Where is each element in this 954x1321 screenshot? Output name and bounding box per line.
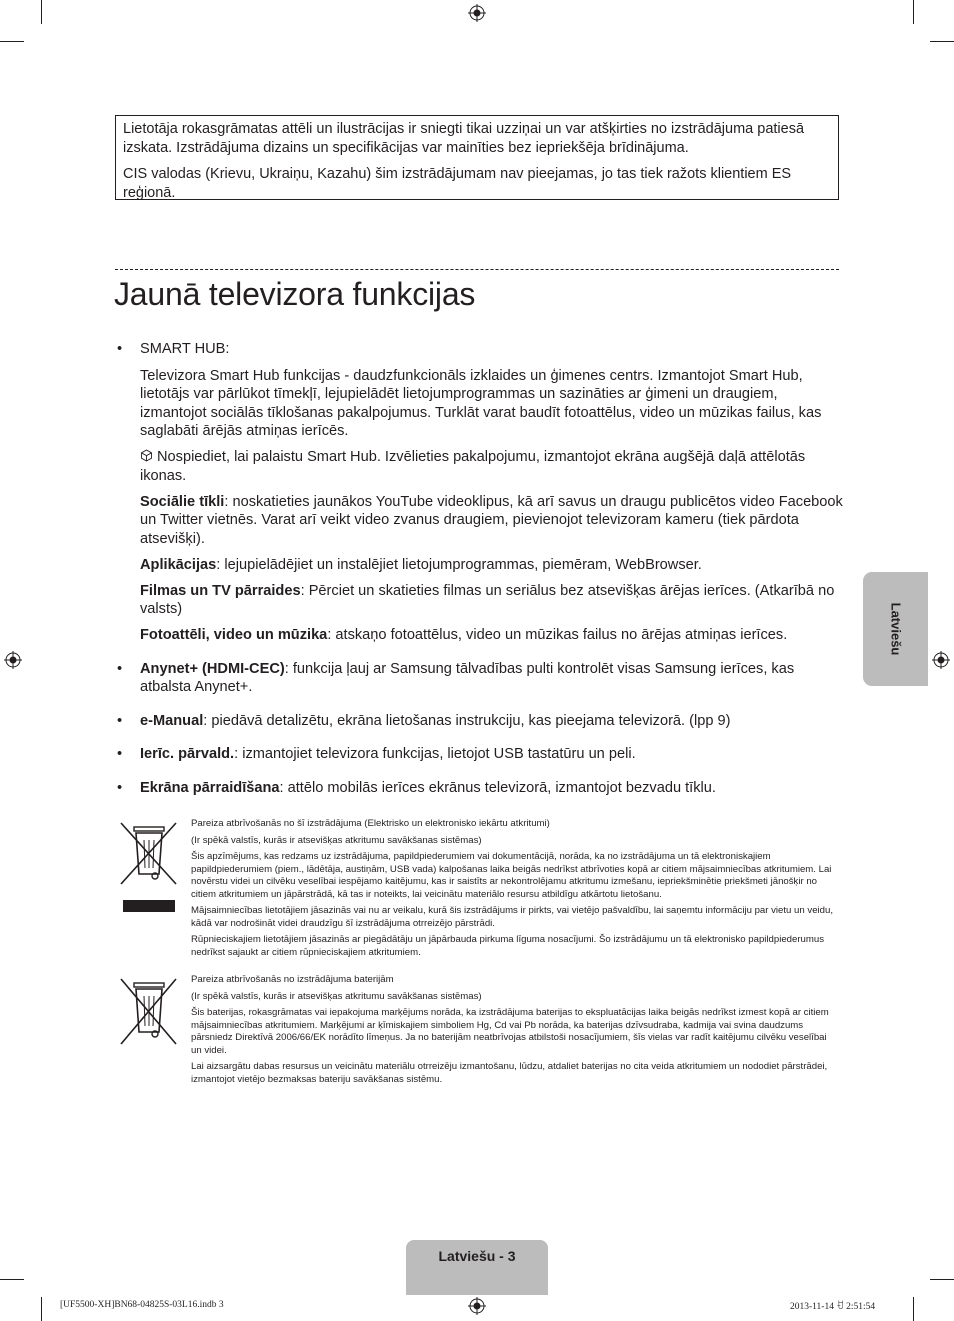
feature-label: e-Manual	[140, 712, 204, 729]
smart-hub-item	[140, 556, 844, 575]
disclaimer-paragraph-2: CIS valodas (Krievu, Ukraiņu, Kazahu) šim izstrādājumam nav pieejamas, jo tas tiek ražots klientiem ES reģionā.	[123, 166, 792, 201]
language-side-tab	[863, 572, 928, 686]
print-slug-file: [UF5500-XH]BN68-04825S-03L16.indb 3	[60, 1300, 224, 1310]
feature-label: SMART HUB	[140, 341, 226, 357]
crop-mark-bottom-right	[913, 1297, 914, 1321]
smart-hub-instruction	[140, 448, 844, 485]
disclaimer-box	[115, 115, 839, 200]
registration-mark-top-icon	[468, 4, 486, 22]
crop-mark-top-left	[41, 0, 42, 24]
smart-hub-instruction-text: Nospiediet, lai palaistu Smart Hub. Izvēlieties pakalpojumu, izmantojot ekrāna augšējā daļā attēlotās ikonas.	[140, 449, 806, 484]
item-label: Fotoattēli, video un mūzika	[140, 627, 328, 643]
weee-subtitle: (Ir spēkā valstīs, kurās ir atsevišķas atkritumu savākšanas sistēmas)	[191, 834, 482, 846]
weee-paragraph-1: Šis apzīmējums, kas redzams uz izstrādājuma, papildpiederumiem vai dokumentācijā, norāda, ka no izstrādājuma un tā elektroniskajiem papildpiederumiem (piem., lādētāja, austiņām, USB vada) kalpošanas laika beigās nedrīkst atbrīvoties kopā ar citiem mājsaimniecības atkritumiem. Lai novērstu videi un cilvēku veselībai iespējamo kaitējumu, kas ir saistīts ar nekontrolējamu atkritumu izmešanu, iepriekšminētie priekšmeti jānošķir no citiem atkritumiem un jāpārstrādā, kā tas ir noteikts, lai veicinātu materiālo resursu atbildīgu atkārtotu lietošanu.	[191, 851, 832, 900]
feature-label: Ekrāna pārraidīšana	[140, 779, 280, 796]
bullet: •	[117, 712, 123, 729]
feature-text: : izmantojiet televizora funkcijas, lietojot USB tastatūru un peli.	[234, 746, 636, 762]
feature-screen-mirroring	[114, 779, 844, 798]
crossed-battery-bin-icon	[118, 976, 180, 1048]
crop-mark-top-right-h	[930, 41, 954, 42]
feature-list	[114, 340, 844, 812]
crossed-wheelie-bin-icon	[118, 820, 180, 912]
battery-paragraph-2: Lai aizsargātu dabas resursus un veicinātu materiālu otrreizēju izmantošanu, lūdzu, atdaliet baterijas no cita veida atkritumiem un nododiet pārstrādei, izmantojot vietējo bezmaksas bateriju savākšanas sistēmu.	[191, 1061, 828, 1085]
battery-title: Pareiza atbrīvošanās no izstrādājuma baterijām	[191, 974, 394, 985]
language-side-tab-label: Latviešu	[888, 602, 903, 656]
battery-disposal-notice	[118, 974, 838, 1099]
weee-title: Pareiza atbrīvošanās no šī izstrādājuma (Elektrisko un elektronisko iekārtu atkritumi)	[191, 818, 550, 829]
smart-hub-item	[140, 582, 844, 619]
battery-paragraph-1: Šis baterijas, rokasgrāmatas vai iepakojuma marķējums norāda, ka izstrādājuma baterijas to ekspluatācijas laika beigās nedrīkst izmest kopā ar citiem mājsaimniecības atkritumiem. Marķējumi ar ķīmiskajiem simboliem Hg, Cd vai Pb norāda, ka baterijas dzīvsudraba, kadmija vai svina daudzums pārsniedz Direktīvā 2006/66/EK norādīto līmeņus. Ja no baterijām neatbrīvojas atbilstoši nosacījumiem, šīs vielas var radīt kaitējumu cilvēku veselībai un videi.	[191, 1007, 829, 1056]
crop-mark-bottom-right-h	[930, 1279, 954, 1280]
weee-paragraph-2: Mājsaimniecības lietotājiem jāsazinās vai nu ar veikalu, kurā šis izstrādājums ir pirkts, vai vietējo pašvaldību, lai saņemtu informāciju par vietu un veidu, kādā var nodrošināt videi draudzīgu šī izstrādājuma otrreizējo pārstrādi.	[191, 905, 833, 929]
registration-mark-left-icon	[4, 651, 22, 669]
feature-e-manual	[114, 712, 844, 731]
bullet: •	[117, 341, 123, 357]
item-label: Aplikācijas	[140, 556, 217, 573]
item-label: Sociālie tīkli	[140, 493, 225, 510]
feature-text: : funkcija ļauj ar Samsung tālvadības pulti kontrolēt visas Samsung ierīces, kas atbalsta Anynet+.	[140, 660, 795, 695]
bullet: •	[117, 779, 123, 796]
crop-mark-bottom-left	[41, 1297, 42, 1321]
feature-text: : piedāvā detalizētu, ekrāna lietošanas instrukciju, kas pieejama televizorā. (lpp 9)	[203, 712, 731, 729]
disclaimer-paragraph-1: Lietotāja rokasgrāmatas attēli un ilustrācijas ir sniegti tikai uzziņai un var atšķirties no izstrādājuma patiesā izskata. Izstrādājuma dizains un specifikācijas var mainīties bez iepriekšēja brīdinājuma.	[123, 121, 805, 156]
bullet: •	[117, 660, 123, 677]
smart-hub-item	[140, 493, 844, 549]
feature-smart-hub	[114, 340, 844, 645]
page-number-tab	[406, 1240, 548, 1295]
feature-label: Anynet+ (HDMI-CEC)	[140, 660, 285, 677]
crop-mark-top-right	[913, 0, 914, 24]
weee-disposal-notice	[118, 818, 838, 968]
page-title: Jaunā televizora funkcijas	[114, 276, 476, 312]
smart-hub-item	[140, 626, 844, 645]
weee-paragraph-3: Rūpnieciskajiem lietotājiem jāsazinās ar piegādātāju un jāpārbauda pirkuma līguma nosacījumi. Šo izstrādājumu un tā elektronisko papildpiederumus nedrīkst sajaukt ar citiem rūpnieciskajiem atkritumiem.	[191, 934, 825, 958]
feature-colon: :	[225, 341, 230, 357]
feature-device-manager	[114, 745, 844, 764]
registration-mark-right-icon	[932, 651, 950, 669]
section-divider	[115, 269, 839, 270]
feature-anynet	[114, 660, 844, 697]
print-slug-timestamp: 2013-11-14 ꀀ 2:51:54	[790, 1302, 876, 1312]
item-text: : Pērciet un skatieties filmas un seriālus bez atsevišķas ārējas ierīces. (Atkarībā no valsts)	[140, 582, 835, 617]
registration-mark-bottom-icon	[468, 1297, 486, 1315]
crop-mark-bottom-left-h	[0, 1279, 24, 1280]
smart-hub-button-icon	[140, 449, 153, 462]
battery-subtitle: (Ir spēkā valstīs, kurās ir atsevišķas atkritumu savākšanas sistēmas)	[191, 990, 482, 1002]
item-text: : atskaņo fotoattēlus, video un mūzikas failus no ārējas atmiņas ierīces.	[327, 627, 788, 643]
bullet: •	[117, 746, 123, 762]
feature-text: : attēlo mobilās ierīces ekrānus televizorā, izmantojot bezvadu tīklu.	[279, 779, 716, 796]
crop-mark-top-left-h	[0, 41, 24, 42]
item-text: : noskatieties jaunākos YouTube videoklipus, kā arī savus un draugu publicētos video Facebook un Twitter vietnēs. Varat arī veikt video zvanus draugiem, pievienojot televizoram kameru (tiek pārdota atsevišķi).	[140, 493, 843, 547]
item-label: Filmas un TV pārraides	[140, 582, 301, 599]
item-text: : lejupielādējiet un instalējiet lietojumprogrammas, piemēram, WebBrowser.	[216, 556, 702, 573]
smart-hub-description: Televizora Smart Hub funkcijas - daudzfunkcionāls izklaides un ģimenes centrs. Izmantojot Smart Hub, lietotājs var pārlūkot tīmekļī, lejupielādēt lietojumprogrammas un sazināties ar ģimeni un draugiem, izmantojot sociālās tīklošanas pakalpojumus. Turklāt varat baudīt fotoattēlus, video un mūzikas failus, kas saglabāti ārējās atmiņas ierīcēs.	[140, 367, 822, 439]
page-number: Latviešu - 3	[438, 1248, 516, 1264]
feature-label: Ierīc. pārvald.	[140, 746, 235, 762]
